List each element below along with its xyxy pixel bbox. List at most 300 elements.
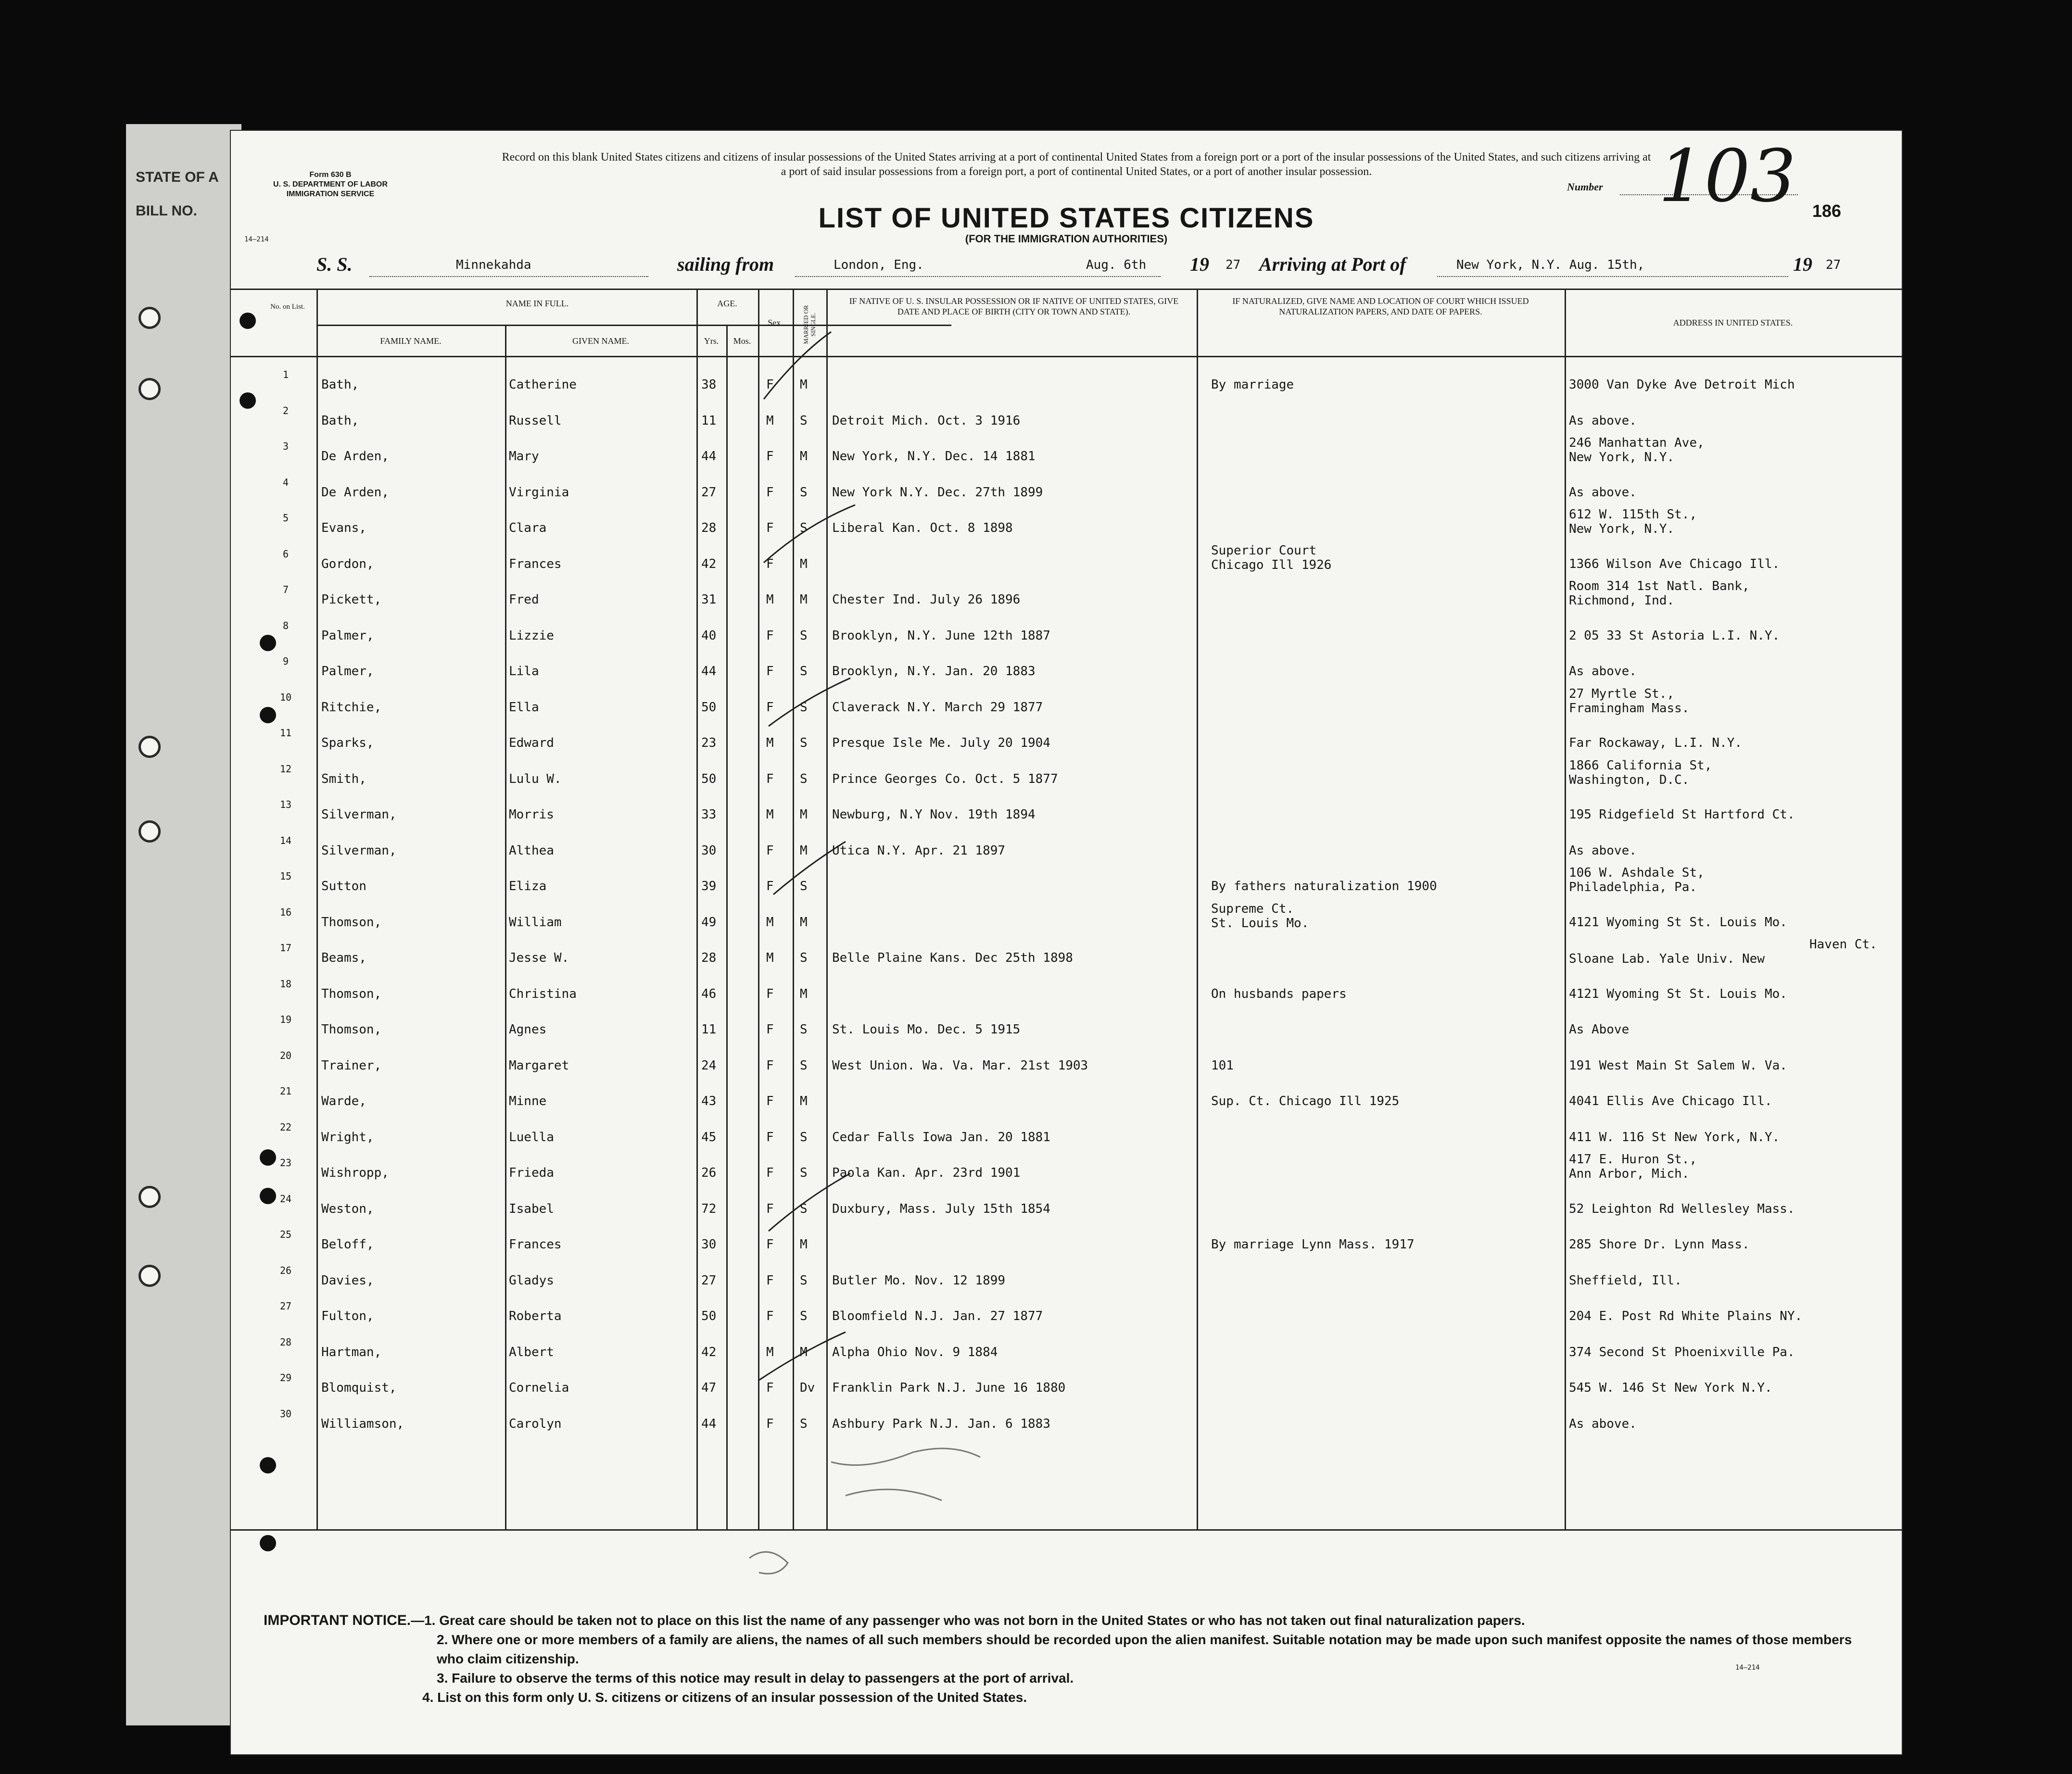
- marital-status: S: [800, 772, 808, 786]
- marital-status: S: [800, 951, 808, 965]
- given-name: Margaret: [509, 1058, 569, 1073]
- punch-dot: [260, 635, 276, 651]
- check-mark-5: [769, 1173, 850, 1231]
- age-years: 43: [701, 1094, 717, 1108]
- notice-item-4: 4. List on this form only U. S. citizens or citizens of an insular possession of the United States.: [422, 1690, 1027, 1705]
- given-name: Christina: [509, 987, 577, 1001]
- naturalization-info: By marriage Lynn Mass. 1917: [1211, 1237, 1415, 1252]
- family-name: Silverman,: [321, 843, 397, 858]
- sex: F: [766, 1237, 774, 1252]
- address: Haven Ct.: [1809, 937, 1877, 952]
- sex: F: [766, 1273, 774, 1288]
- given-name: Ella: [509, 700, 539, 715]
- pencil-scrawl-3: [749, 1552, 788, 1573]
- age-years: 28: [701, 951, 717, 965]
- address: As above.: [1569, 1417, 1637, 1431]
- punch-dot: [240, 313, 256, 329]
- age-years: 49: [701, 915, 717, 930]
- family-name: Sutton: [321, 879, 366, 893]
- family-name: Ritchie,: [321, 700, 382, 715]
- address: As above.: [1569, 664, 1637, 679]
- punch-dot: [260, 1535, 276, 1551]
- row-number: 4: [282, 477, 289, 488]
- birth-place-date: Prince Georges Co. Oct. 5 1877: [832, 772, 1058, 786]
- citizen-list-form: [230, 130, 1903, 1755]
- handwritten-marks: [230, 130, 1903, 1755]
- naturalization-info: Superior Court: [1211, 543, 1317, 558]
- marital-status: S: [800, 521, 808, 535]
- given-name: Althea: [509, 843, 554, 858]
- given-name: Luella: [509, 1130, 554, 1145]
- year-to-prefix: 19: [1793, 253, 1812, 275]
- row-number: 26: [279, 1265, 292, 1276]
- header-name-in-full: NAME IN FULL.: [505, 299, 569, 308]
- birth-place-date: Detroit Mich. Oct. 3 1916: [832, 414, 1021, 428]
- sex: F: [766, 987, 774, 1001]
- row-number: 27: [279, 1300, 292, 1312]
- given-name: Virginia: [509, 485, 569, 500]
- address: As above.: [1569, 843, 1637, 858]
- given-name: Jesse W.: [509, 951, 569, 965]
- header-birth: IF NATIVE OF U. S. INSULAR POSSESSION OR IF NATIVE OF UNITED STATES, GIVE DATE AND PLACE OF BIRTH (CITY OR TOWN AND STATE).: [849, 296, 1179, 316]
- sex: F: [766, 1309, 774, 1323]
- sex: F: [766, 1058, 774, 1073]
- underlying-page: [126, 124, 241, 1725]
- marital-status: M: [800, 377, 808, 392]
- punch-dot: [260, 1457, 276, 1473]
- address: 2 05 33 St Astoria L.I. N.Y.: [1569, 629, 1780, 643]
- birth-place-date: Ashbury Park N.J. Jan. 6 1883: [832, 1417, 1050, 1431]
- row-number: 21: [279, 1085, 292, 1097]
- address: 374 Second St Phoenixville Pa.: [1569, 1345, 1795, 1359]
- row-number: 10: [279, 692, 292, 703]
- sex: F: [766, 664, 774, 679]
- address: 285 Shore Dr. Lynn Mass.: [1569, 1237, 1750, 1252]
- header-yrs: Yrs.: [704, 336, 719, 346]
- address: Richmond, Ind.: [1569, 593, 1675, 608]
- naturalization-info: By fathers naturalization 1900: [1211, 879, 1437, 893]
- given-name: Carolyn: [509, 1417, 562, 1431]
- age-years: 44: [701, 1417, 717, 1431]
- side-stub-line-1: STATE OF A: [136, 169, 219, 185]
- marital-status: M: [800, 987, 808, 1001]
- family-name: Thomson,: [321, 915, 382, 930]
- marital-status: S: [800, 1130, 808, 1145]
- given-name: William: [509, 915, 562, 930]
- birth-place-date: New York N.Y. Dec. 27th 1899: [832, 485, 1043, 500]
- address: As above.: [1569, 485, 1637, 500]
- sex: F: [766, 557, 774, 571]
- birth-place-date: Bloomfield N.J. Jan. 27 1877: [832, 1309, 1043, 1323]
- marital-status: S: [800, 879, 808, 893]
- row-number: 22: [279, 1121, 292, 1133]
- birth-place-date: Franklin Park N.J. June 16 1880: [832, 1381, 1066, 1395]
- address: 4041 Ellis Ave Chicago Ill.: [1569, 1094, 1772, 1108]
- age-years: 44: [701, 449, 717, 464]
- age-years: 30: [701, 1237, 717, 1252]
- sex: F: [766, 521, 774, 535]
- sex: M: [766, 951, 774, 965]
- age-years: 45: [701, 1130, 717, 1145]
- marital-status: S: [800, 700, 808, 715]
- row-number: 24: [279, 1193, 292, 1205]
- check-mark-4: [773, 842, 846, 894]
- row-number: 18: [279, 978, 292, 990]
- check-mark-2: [764, 505, 855, 563]
- row-number: 25: [279, 1229, 292, 1240]
- row-number: 3: [282, 440, 289, 452]
- binding-hole: [139, 820, 161, 843]
- address: Sheffield, Ill.: [1569, 1273, 1682, 1288]
- birth-place-date: Alpha Ohio Nov. 9 1884: [832, 1345, 998, 1359]
- given-name: Russell: [509, 414, 562, 428]
- age-years: 11: [701, 414, 717, 428]
- number-stamped: 186: [1812, 201, 1842, 221]
- given-name: Lulu W.: [509, 772, 562, 786]
- age-years: 28: [701, 521, 717, 535]
- family-name: Bath,: [321, 414, 359, 428]
- birth-place-date: Brooklyn, N.Y. Jan. 20 1883: [832, 664, 1036, 679]
- date-from: Aug. 6th: [1086, 258, 1147, 272]
- row-number: 5: [282, 512, 289, 524]
- given-name: Frances: [509, 1237, 562, 1252]
- marital-status: S: [800, 629, 808, 643]
- given-name: Gladys: [509, 1273, 554, 1288]
- age-years: 39: [701, 879, 717, 893]
- header-mos: Mos.: [733, 336, 751, 346]
- family-name: Sparks,: [321, 736, 374, 750]
- sex: M: [766, 915, 774, 930]
- ss-label: S. S.: [316, 253, 353, 275]
- marital-status: S: [800, 1022, 808, 1037]
- binding-hole: [139, 378, 161, 400]
- birth-place-date: Newburg, N.Y Nov. 19th 1894: [832, 807, 1036, 822]
- address: 545 W. 146 St New York N.Y.: [1569, 1381, 1772, 1395]
- port-from: London, Eng.: [834, 258, 924, 272]
- address: As Above: [1569, 1022, 1630, 1037]
- address: 246 Manhattan Ave,: [1569, 436, 1705, 450]
- year-from-prefix: 19: [1190, 253, 1209, 275]
- number-handwritten: 103: [1658, 135, 1796, 218]
- address: New York, N.Y.: [1569, 450, 1675, 465]
- address: 27 Myrtle St.,: [1569, 687, 1675, 701]
- marital-status: M: [800, 1094, 808, 1108]
- birth-place-date: Duxbury, Mass. July 15th 1854: [832, 1202, 1050, 1216]
- notice-line-1: [264, 1611, 1880, 1630]
- naturalization-info: Sup. Ct. Chicago Ill 1925: [1211, 1094, 1400, 1108]
- age-years: 44: [701, 664, 717, 679]
- given-name: Frieda: [509, 1166, 554, 1180]
- naturalization-info: Supreme Ct.: [1211, 902, 1294, 916]
- pencil-scrawl-1: [831, 1448, 980, 1465]
- family-name: Smith,: [321, 772, 366, 786]
- marital-status: S: [800, 736, 808, 750]
- header-address: ADDRESS IN UNITED STATES.: [1673, 318, 1793, 327]
- sex: F: [766, 1022, 774, 1037]
- family-name: Blomquist,: [321, 1381, 397, 1395]
- age-years: 30: [701, 843, 717, 858]
- age-years: 24: [701, 1058, 717, 1073]
- age-years: 27: [701, 1273, 717, 1288]
- row-number: 1: [282, 369, 289, 380]
- header-naturalized: IF NATURALIZED, GIVE NAME AND LOCATION OF COURT WHICH ISSUED NATURALIZATION PAPERS, AND DATE OF PAPERS.: [1232, 296, 1529, 316]
- age-years: 50: [701, 700, 717, 715]
- binding-hole: [139, 1186, 161, 1208]
- age-years: 23: [701, 736, 717, 750]
- given-name: Clara: [509, 521, 547, 535]
- family-name: Fulton,: [321, 1309, 374, 1323]
- port-to: New York, N.Y. Aug. 15th,: [1456, 258, 1645, 272]
- record-instructions: Record on this blank United States citizens and citizens of insular possessions of the United States arriving at a port of continental United States from a foreign port or a port of the insular possessions of the United States, and such citizens arriving at a port of said insular possessions from a foreign port, a port of continental United States, or a port of another insular possession.: [502, 151, 1651, 178]
- row-number: 8: [282, 620, 289, 631]
- marital-status: S: [800, 485, 808, 500]
- sex: F: [766, 879, 774, 893]
- number-label: Number: [1567, 181, 1603, 193]
- birth-place-date: Presque Isle Me. July 20 1904: [832, 736, 1050, 750]
- marital-status: S: [800, 1166, 808, 1180]
- birth-place-date: West Union. Wa. Va. Mar. 21st 1903: [832, 1058, 1088, 1073]
- age-years: 50: [701, 1309, 717, 1323]
- given-name: Catherine: [509, 377, 577, 392]
- service: IMMIGRATION SERVICE: [286, 190, 375, 198]
- ship-name: Minnekahda: [456, 258, 531, 272]
- family-name: Bath,: [321, 377, 359, 392]
- birth-place-date: Brooklyn, N.Y. June 12th 1887: [832, 629, 1050, 643]
- age-years: 26: [701, 1166, 717, 1180]
- row-number: 15: [279, 870, 292, 882]
- age-years: 47: [701, 1381, 717, 1395]
- family-name: Beloff,: [321, 1237, 374, 1252]
- row-number: 14: [279, 835, 292, 846]
- birth-place-date: Utica N.Y. Apr. 21 1897: [832, 843, 1006, 858]
- sex: F: [766, 485, 774, 500]
- address: Sloane Lab. Yale Univ. New: [1569, 952, 1765, 966]
- address: 417 E. Huron St.,: [1569, 1152, 1697, 1167]
- family-name: Palmer,: [321, 629, 374, 643]
- birth-place-date: Belle Plaine Kans. Dec 25th 1898: [832, 951, 1073, 965]
- address: Room 314 1st Natl. Bank,: [1569, 579, 1750, 593]
- row-number: 28: [279, 1336, 292, 1348]
- given-name: Eliza: [509, 879, 547, 893]
- header-married-single: MARRIED OR SINGLE.: [802, 305, 817, 344]
- notice-code: 14—214: [1735, 1664, 1760, 1672]
- given-name: Minne: [509, 1094, 547, 1108]
- address: 1866 California St,: [1569, 758, 1712, 773]
- given-name: Roberta: [509, 1309, 562, 1323]
- department: U. S. DEPARTMENT OF LABOR: [273, 180, 388, 189]
- address: 52 Leighton Rd Wellesley Mass.: [1569, 1202, 1795, 1216]
- row-number: 17: [279, 942, 292, 954]
- address: 204 E. Post Rd White Plains NY.: [1569, 1309, 1803, 1323]
- notice-label: IMPORTANT NOTICE.: [264, 1612, 411, 1628]
- given-name: Agnes: [509, 1022, 547, 1037]
- check-mark-1: [764, 332, 831, 399]
- age-years: 31: [701, 592, 717, 607]
- address: Philadelphia, Pa.: [1569, 880, 1697, 894]
- side-stub-line-2: BILL NO.: [136, 203, 197, 219]
- birth-place-date: Liberal Kan. Oct. 8 1898: [832, 521, 1013, 535]
- sex: F: [766, 449, 774, 464]
- birth-place-date: Chester Ind. July 26 1896: [832, 592, 1021, 607]
- birth-place-date: Claverack N.Y. March 29 1877: [832, 700, 1043, 715]
- pencil-scrawl-2: [846, 1489, 942, 1500]
- check-mark-6: [759, 1332, 846, 1380]
- family-name: De Arden,: [321, 485, 389, 500]
- sex: F: [766, 1166, 774, 1180]
- naturalization-info: 101: [1211, 1058, 1234, 1073]
- row-number: 20: [279, 1050, 292, 1061]
- family-name: Silverman,: [321, 807, 397, 822]
- age-years: 27: [701, 485, 717, 500]
- sex: F: [766, 772, 774, 786]
- header-given-name: GIVEN NAME.: [572, 336, 629, 346]
- marital-status: Dv: [800, 1381, 815, 1395]
- family-name: Warde,: [321, 1094, 366, 1108]
- punch-dot: [240, 392, 256, 409]
- birth-place-date: New York, N.Y. Dec. 14 1881: [832, 449, 1036, 464]
- row-number: 23: [279, 1157, 292, 1169]
- address: Ann Arbor, Mich.: [1569, 1167, 1690, 1181]
- notice-item-3: 3. Failure to observe the terms of this notice may result in delay to passengers at the port of arrival.: [437, 1671, 1074, 1686]
- address: 4121 Wyoming St St. Louis Mo.: [1569, 915, 1787, 930]
- punch-dot: [260, 1149, 276, 1166]
- marital-status: S: [800, 664, 808, 679]
- sex: F: [766, 629, 774, 643]
- row-number: 29: [279, 1372, 292, 1384]
- header-age: AGE.: [717, 299, 737, 308]
- address: Washington, D.C.: [1569, 773, 1690, 787]
- page-subtitle: (FOR THE IMMIGRATION AUTHORITIES): [965, 233, 1168, 245]
- family-name: Thomson,: [321, 1022, 382, 1037]
- marital-status: M: [800, 807, 808, 822]
- birth-place-date: St. Louis Mo. Dec. 5 1915: [832, 1022, 1021, 1037]
- sex: F: [766, 1094, 774, 1108]
- family-name: Thomson,: [321, 987, 382, 1001]
- naturalization-info: Chicago Ill 1926: [1211, 558, 1332, 572]
- row-number: 7: [282, 584, 289, 595]
- arriving-label: Arriving at Port of: [1259, 253, 1406, 275]
- check-mark-3: [769, 678, 850, 726]
- marital-status: M: [800, 915, 808, 930]
- address: 612 W. 115th St.,: [1569, 507, 1697, 522]
- family-name: Weston,: [321, 1202, 374, 1216]
- birth-place-date: Paola Kan. Apr. 23rd 1901: [832, 1166, 1021, 1180]
- notice-item-1: —1. Great care should be taken not to place on this list the name of any passenger who was not born in the United States or who has not taken out final naturalization papers.: [411, 1613, 1525, 1628]
- row-number: 12: [279, 763, 292, 775]
- marital-status: S: [800, 1058, 808, 1073]
- sex: M: [766, 592, 774, 607]
- marital-status: S: [800, 1273, 808, 1288]
- notice-item-2: 2. Where one or more members of a family are aliens, the names of all such members should be recorded upon the alien manifest. Suitable notation may be made upon such manifest opposite the names of those members who claim citizenship.: [437, 1632, 1852, 1666]
- punch-dot: [260, 1188, 276, 1204]
- family-name: Wright,: [321, 1130, 374, 1145]
- form-number: Form 630 B: [309, 171, 352, 179]
- row-number: 19: [279, 1014, 292, 1025]
- binding-hole: [139, 736, 161, 758]
- naturalization-info: St. Louis Mo.: [1211, 916, 1309, 931]
- given-name: Frances: [509, 557, 562, 571]
- binding-hole: [139, 1265, 161, 1287]
- age-years: 42: [701, 1345, 717, 1359]
- sex: F: [766, 377, 774, 392]
- address: 1366 Wilson Ave Chicago Ill.: [1569, 557, 1780, 571]
- naturalization-info: On husbands papers: [1211, 987, 1347, 1001]
- address: Framingham Mass.: [1569, 701, 1690, 716]
- sex: M: [766, 807, 774, 822]
- marital-status: M: [800, 592, 808, 607]
- row-number: 6: [282, 548, 289, 560]
- address: 4121 Wyoming St St. Louis Mo.: [1569, 987, 1787, 1001]
- row-number: 11: [279, 727, 292, 739]
- family-name: Pickett,: [321, 592, 382, 607]
- header-family-name: FAMILY NAME.: [380, 336, 442, 346]
- row-number: 9: [282, 655, 289, 667]
- family-name: Beams,: [321, 951, 366, 965]
- marital-status: M: [800, 1345, 808, 1359]
- sex: F: [766, 1417, 774, 1431]
- given-name: Edward: [509, 736, 554, 750]
- sex: M: [766, 414, 774, 428]
- header-no-on-list: No. on List.: [270, 303, 305, 311]
- age-years: 33: [701, 807, 717, 822]
- age-years: 72: [701, 1202, 717, 1216]
- marital-status: S: [800, 414, 808, 428]
- family-name: Evans,: [321, 521, 366, 535]
- marital-status: M: [800, 843, 808, 858]
- form-code: 14—214: [244, 236, 269, 243]
- sailing-label: sailing from: [677, 253, 774, 275]
- family-name: Davies,: [321, 1273, 374, 1288]
- sex: F: [766, 1381, 774, 1395]
- family-name: Gordon,: [321, 557, 374, 571]
- binding-hole: [139, 307, 161, 329]
- row-number: 16: [279, 906, 292, 918]
- marital-status: S: [800, 1202, 808, 1216]
- sex: M: [766, 736, 774, 750]
- family-name: Palmer,: [321, 664, 374, 679]
- row-number: 30: [279, 1408, 292, 1420]
- address: 195 Ridgefield St Hartford Ct.: [1569, 807, 1795, 822]
- address: 191 West Main St Salem W. Va.: [1569, 1058, 1787, 1073]
- address: 106 W. Ashdale St,: [1569, 866, 1705, 880]
- marital-status: S: [800, 1309, 808, 1323]
- given-name: Fred: [509, 592, 539, 607]
- age-years: 38: [701, 377, 717, 392]
- year-to: 27: [1826, 258, 1841, 272]
- year-from: 27: [1226, 258, 1241, 272]
- family-name: Hartman,: [321, 1345, 382, 1359]
- birth-place-date: Cedar Falls Iowa Jan. 20 1881: [832, 1130, 1050, 1145]
- family-name: Trainer,: [321, 1058, 382, 1073]
- family-name: De Arden,: [321, 449, 389, 464]
- given-name: Lila: [509, 664, 539, 679]
- sex: F: [766, 843, 774, 858]
- sex: F: [766, 700, 774, 715]
- given-name: Albert: [509, 1345, 554, 1359]
- age-years: 46: [701, 987, 717, 1001]
- address: New York, N.Y.: [1569, 522, 1675, 536]
- given-name: Cornelia: [509, 1381, 569, 1395]
- marital-status: M: [800, 1237, 808, 1252]
- birth-place-date: Butler Mo. Nov. 12 1899: [832, 1273, 1006, 1288]
- family-name: Williamson,: [321, 1417, 404, 1431]
- age-years: 40: [701, 629, 717, 643]
- family-name: Wishropp,: [321, 1166, 389, 1180]
- row-number: 13: [279, 799, 292, 810]
- punch-dot: [260, 707, 276, 723]
- marital-status: S: [800, 1417, 808, 1431]
- address: 411 W. 116 St New York, N.Y.: [1569, 1130, 1780, 1145]
